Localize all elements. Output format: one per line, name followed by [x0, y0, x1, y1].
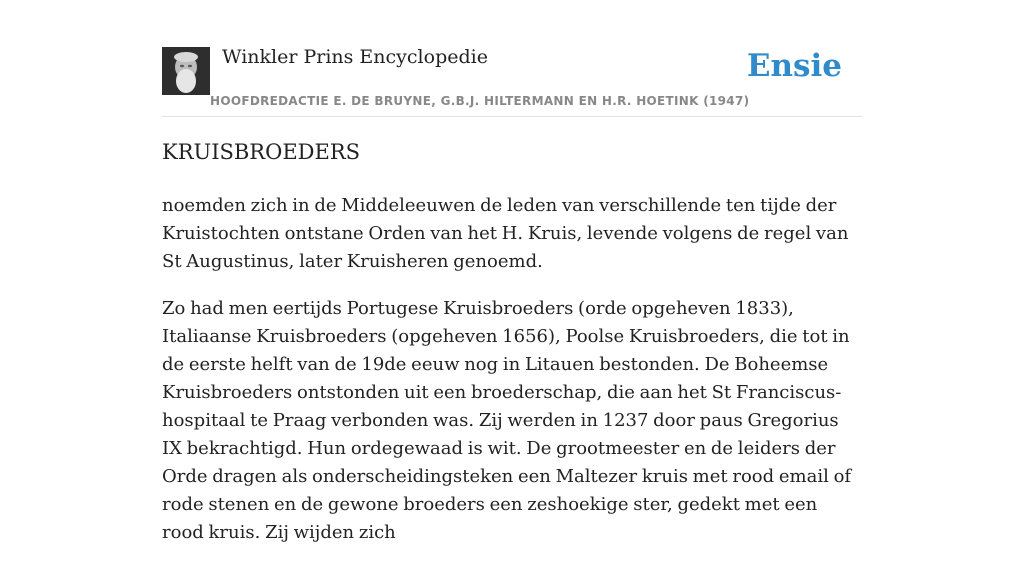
- article-body: [162, 192, 852, 566]
- article-title: KRUISBROEDERS: [162, 140, 361, 164]
- editors-line: HOOFDREDACTIE E. DE BRUYNE, G.B.J. HILTERMANN EN H.R. HOETINK (1947): [210, 94, 750, 108]
- site-title[interactable]: Winkler Prins Encyclopedie: [222, 46, 488, 68]
- article-paragraph: noemden zich in de Middeleeuwen de leden van verschillende ten tijde der Kruistochten ontstane Orden van het H. Kruis, levende volgens de regel van St Augustinus, later Kruisheren genoemd.: [162, 195, 849, 272]
- site-header: [162, 40, 862, 117]
- article-paragraph: Zo had men eertijds Portugese Kruisbroeders (orde opgeheven 1833), Italiaanse Kruisbroeders (opgeheven 1656), Poolse Kruisbroeders, die tot in de eerste helft van de 19de eeuw nog in Litauen bestonden. De Boheemse Kruisbroeders ontstonden uit een broederschap, die aan het St Franciscus-hospitaal te Praag verbonden was. Zij werden in 1237 door paus Gregorius IX bekrachtigd. Hun ordegewaad is wit. De grootmeester en de leiders der Orde dragen als onderscheidingsteken een Maltezer kruis met rood email of rode stenen en de gewone broeders een zeshoekige ster, gedekt met een rood kruis. Zij wijden zich: [162, 298, 852, 543]
- avatar: [162, 47, 210, 95]
- brand-logo[interactable]: Ensie: [746, 48, 842, 84]
